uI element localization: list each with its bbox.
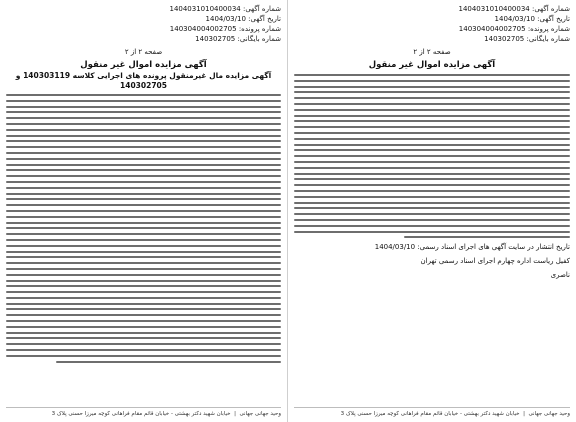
notice-body-right [294, 74, 570, 238]
notice-number-label: شماره آگهی: [242, 5, 281, 13]
notice-number: 1404031010400034 [169, 5, 241, 13]
official-name: ناصری [550, 271, 570, 280]
page-number: صفحه ۲ از ۲ [413, 48, 451, 56]
archive-number-row [6, 34, 281, 44]
footer-address-left: وحید جهانی جهانی | خیابان شهید دکتر بهشتی - خیابان قائم مقام فراهانی کوچه میرزا حسنی پلاک 3 [6, 407, 281, 418]
notice-date-row [6, 14, 281, 24]
file-number-label: شماره پرونده: [238, 25, 281, 33]
notice-date-row [294, 14, 570, 24]
archive-number: 140302705 [484, 35, 525, 43]
notice-date-label: تاریخ آگهی: [537, 15, 570, 23]
file-number-row [294, 24, 570, 34]
signature-right: وحید جهانی جهانی [528, 411, 570, 417]
footer-address-right: وحید جهانی جهانی | خیابان شهید دکتر بهشتی - خیابان قائم مقام فراهانی کوچه میرزا حسنی پلاک 3 [294, 407, 570, 418]
file-number: 140304004002705 [458, 25, 526, 33]
publication-date-line: تاریخ انتشار در سایت آگهی های اجرای اسناد رسمی: 1404/03/10 [374, 243, 570, 252]
notice-date-label: تاریخ آگهی: [248, 15, 281, 23]
address-right: خیابان شهید دکتر بهشتی - خیابان قائم مقام فراهانی کوچه میرزا حسنی پلاک 3 [340, 411, 520, 417]
notice-date: 1404/03/10 [494, 15, 535, 23]
archive-number-label: شماره بایگانی: [526, 35, 570, 43]
signature-left: وحید جهانی جهانی [239, 411, 281, 417]
archive-number: 140302705 [195, 35, 236, 43]
notice-number-label: شماره آگهی: [531, 5, 570, 13]
notice-number: 1404031010400034 [458, 5, 530, 13]
notice-date: 1404/03/10 [205, 15, 246, 23]
office-signature: کفیل ریاست اداره چهارم اجرای اسناد رسمی تهران [420, 257, 570, 266]
notice-heading: آگهی مزایده اموال غیر منقول [80, 60, 207, 70]
notice-subheading: آگهی مزایده مال غیرمنقول پرونده های اجرایی کلاسه 140303119 و 140302705 [15, 71, 272, 90]
notice-body-left [6, 94, 281, 363]
page-number: صفحه ۲ از ۲ [124, 48, 163, 56]
address-left: خیابان شهید دکتر بهشتی - خیابان قائم مقام فراهانی کوچه میرزا حسنی پلاک 3 [51, 411, 231, 417]
file-number: 140304004002705 [169, 25, 237, 33]
notice-number-row [6, 4, 281, 14]
file-number-row [6, 24, 281, 34]
notice-number-row [294, 4, 570, 14]
file-number-label: شماره پرونده: [527, 25, 570, 33]
archive-number-row [294, 34, 570, 44]
notice-heading: آگهی مزایده اموال غیر منقول [368, 60, 496, 70]
right-page [288, 0, 576, 422]
archive-number-label: شماره بایگانی: [237, 35, 281, 43]
